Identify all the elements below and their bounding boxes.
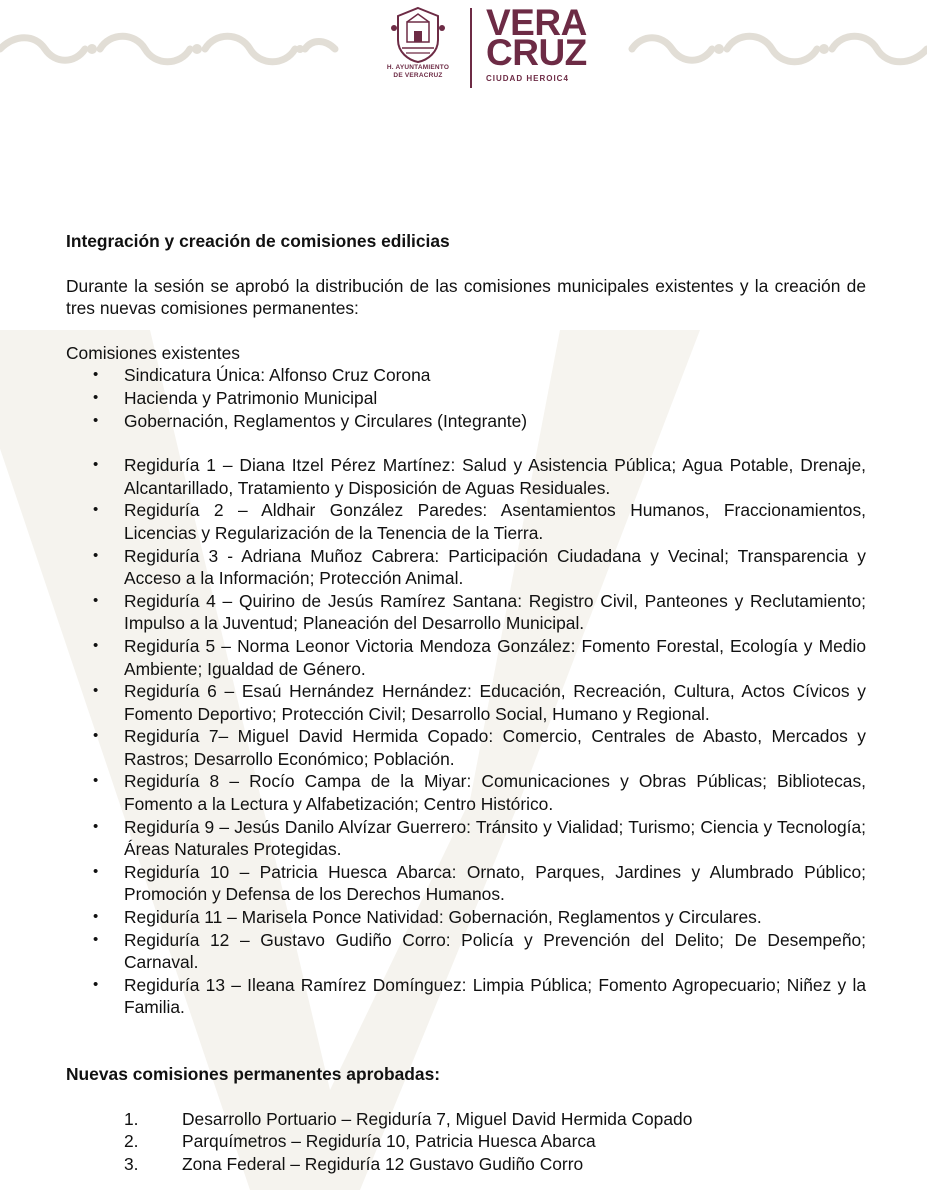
list-item: • Regiduría 1 – Diana Itzel Pérez Martínez: Salud y Asistencia Pública; Agua Potable, Drenaje, Alcantarillado, Tratamiento y Disposición de Aguas Residuales. — [124, 454, 866, 499]
list-item: • Regiduría 8 – Rocío Campa de la Miyar: Comunicaciones y Obras Públicas; Bibliotecas, Fomento a la Lectura y Alfabetización; Centro Histórico. — [124, 770, 866, 815]
list-item: • Regiduría 7– Miguel David Hermida Copado: Comercio, Centrales de Abasto, Mercados y Rastros; Desarrollo Económico; Población. — [124, 725, 866, 770]
new-commissions-heading: Nuevas comisiones permanentes aprobadas: — [66, 1064, 441, 1084]
seal-caption: H. AYUNTAMIENTO DE VERACRUZ — [386, 64, 450, 79]
document-title: Integración y creación de comisiones edilicias — [66, 231, 450, 251]
new-commissions-list — [66, 1108, 866, 1176]
list-item — [66, 1130, 866, 1153]
list-item — [66, 1153, 866, 1176]
list-item — [66, 1108, 866, 1131]
list-item: • Regiduría 10 – Patricia Huesca Abarca: Ornato, Parques, Jardines y Alumbrado Público; Promoción y Defensa de los Derechos Humanos. — [124, 861, 866, 906]
existing-commissions-heading: Comisiones existentes — [66, 342, 240, 363]
list-item: • Regiduría 3 - Adriana Muñoz Cabrera: Participación Ciudadana y Vecinal; Transparencia y Acceso a la Información; Protección Animal. — [124, 545, 866, 590]
list-item: • Sindicatura Única: Alfonso Cruz Corona — [124, 364, 866, 387]
list-item: • Regiduría 2 – Aldhair González Paredes: Asentamientos Humanos, Fraccionamientos, Licencias y Regularización de la Tenencia de la Tierra. — [124, 499, 866, 544]
intro-paragraph: Durante la sesión se aprobó la distribución de las comisiones municipales existentes y la creación de tres nuevas comisiones permanentes: — [66, 275, 866, 319]
list-item: • Regiduría 4 – Quirino de Jesús Ramírez Santana: Registro Civil, Panteones y Reclutamiento; Impulso a la Juventud; Planeación del Desarrollo Municipal. — [124, 590, 866, 635]
list-item: • Regiduría 11 – Marisela Ponce Natividad: Gobernación, Reglamentos y Circulares. — [124, 906, 866, 929]
letterhead — [0, 0, 927, 100]
list-item: • Regiduría 5 – Norma Leonor Victoria Mendoza González: Fomento Forestal, Ecología y Medio Ambiente; Igualdad de Género. — [124, 635, 866, 680]
ornament-right-graphic — [627, 24, 927, 74]
list-item: • Regiduría 12 – Gustavo Gudiño Corro: Policía y Prevención del Delito; De Desempeño; Carnaval. — [124, 929, 866, 974]
sindicatura-list — [66, 364, 866, 432]
regidurias-list — [66, 454, 866, 1019]
list-item: • Regiduría 13 – Ileana Ramírez Domínguez: Limpia Pública; Fomento Agropecuario; Niñez y la Familia. — [124, 974, 866, 1019]
item-number: 3. — [124, 1153, 139, 1174]
ornament-left-graphic — [0, 24, 340, 74]
document-body — [66, 230, 866, 1175]
veracruz-logo: VERA CRUZ CIUDAD HEROIC4 — [486, 2, 587, 83]
list-item: • Gobernación, Reglamentos y Circulares (Integrante) — [124, 410, 866, 433]
item-number: 2. — [124, 1131, 139, 1152]
list-item: • Regiduría 9 – Jesús Danilo Alvízar Guerrero: Tránsito y Vialidad; Turismo; Ciencia y Tecnología; Áreas Naturales Protegidas. — [124, 816, 866, 861]
list-item: • Regiduría 6 – Esaú Hernández Hernández: Educación, Recreación, Cultura, Actos Cívicos y Fomento Deportivo; Protección Civil; Desarrollo Social, Humano y Regional. — [124, 680, 866, 725]
item-text: Parquímetros – Regiduría 10, Patricia Huesca Abarca — [182, 1131, 596, 1152]
item-text: Zona Federal – Regiduría 12 Gustavo Gudiño Corro — [182, 1153, 584, 1174]
item-number: 1. — [124, 1108, 139, 1129]
list-item: • Hacienda y Patrimonio Municipal — [124, 387, 866, 410]
item-text: Desarrollo Portuario – Regiduría 7, Miguel David Hermida Copado — [182, 1108, 693, 1129]
header-divider — [470, 8, 472, 88]
